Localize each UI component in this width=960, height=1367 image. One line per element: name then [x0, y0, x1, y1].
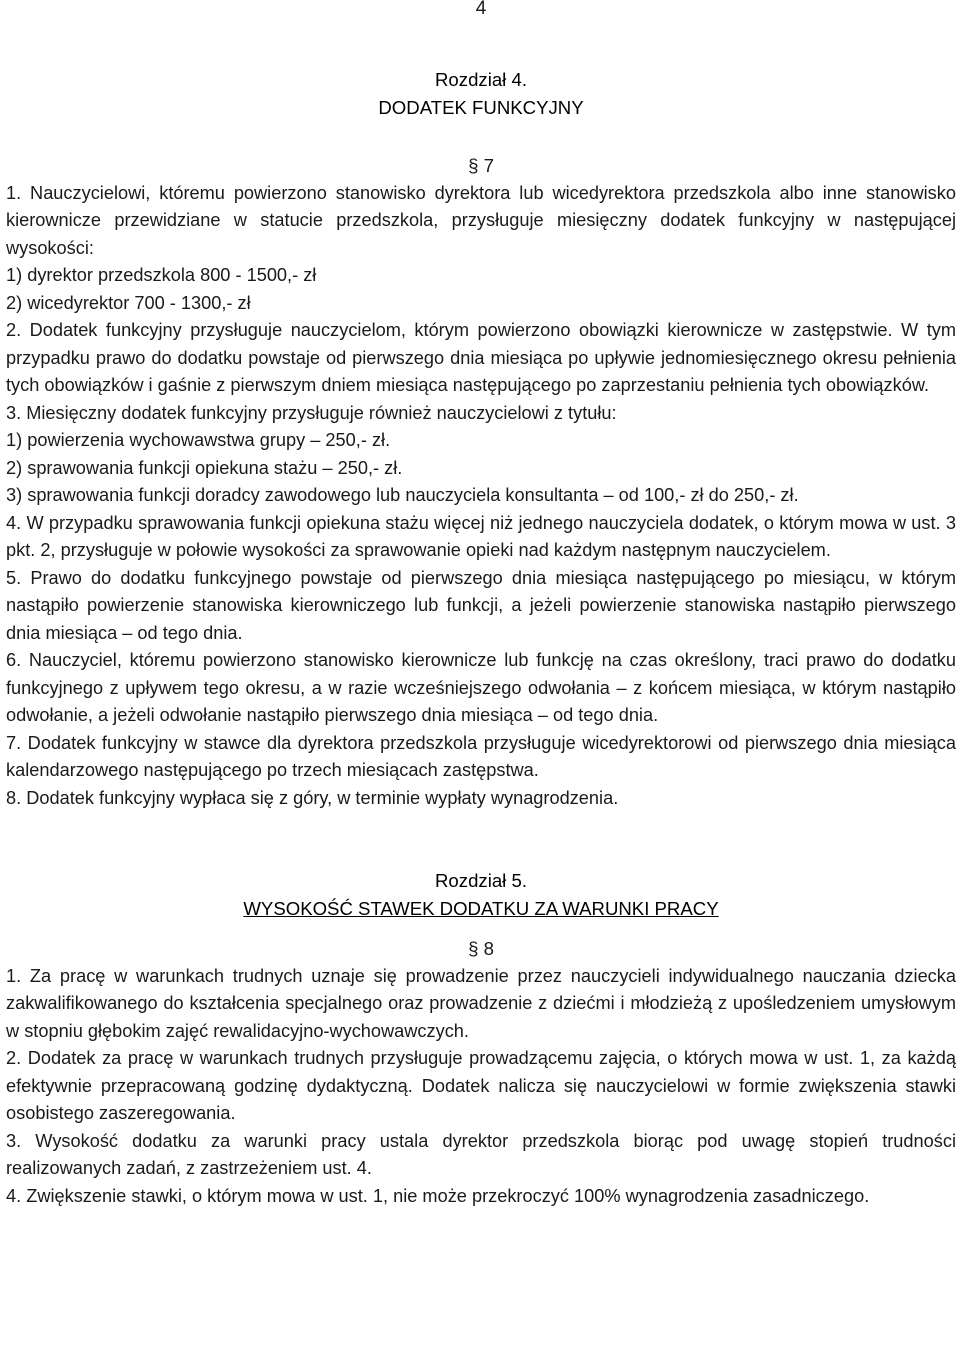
paragraph-7-3-3: 3) sprawowania funkcji doradcy zawodowego lub nauczyciela konsultanta – od 100,- zł do 250,- zł. [6, 485, 799, 505]
section-8: § 8 [468, 938, 494, 959]
paragraph-7-3-1: 1) powierzenia wychowawstwa grupy – 250,- zł. [6, 430, 391, 450]
paragraph-8-1: 1. Za pracę w warunkach trudnych uznaje się prowadzenie przez nauczycieli indywidualnego nauczania dziecka zakwalifikowanego do kształcenia specjalnego oraz prowadzenie z dziećmi i młodzieżą z upośledzeniem umysłowym w stopniu głębokim zajęć rewalidacyjno-wychowawczych. [6, 965, 956, 1041]
chapter-4 [6, 66, 956, 812]
document-body [6, 66, 956, 1210]
paragraph-7-2: 2. Dodatek funkcyjny przysługuje nauczycielom, którym powierzono obowiązki kierownicze w zastępstwie. W tym przypadku prawo do dodatku powstaje od pierwszego dnia miesiąca po upływie jednomiesięcznego okresu pełnienia tych obowiązków i gaśnie z pierwszym dniem miesiąca następującego po zaprzestaniu pełnienia tych obowiązków. [6, 320, 956, 395]
chapter-5-heading: WYSOKOŚĆ STAWEK DODATKU ZA WARUNKI PRACY [243, 898, 719, 919]
paragraph-7-4: 4. W przypadku sprawowania funkcji opiekuna stażu więcej niż jednego nauczyciela dodatek, o którym mowa w ust. 3 pkt. 2, przysługuje w połowie wysokości za sprawowanie opieki nad każdym następnym nauczycielem. [6, 512, 956, 560]
paragraph-7-3-2: 2) sprawowania funkcji opiekuna stażu – 250,- zł. [6, 457, 403, 478]
paragraph-8-3: 3. Wysokość dodatku za warunki pracy ustala dyrektor przedszkola biorąc pod uwagę stopień trudności realizowanych zadań, z zastrzeżeniem ust. 4. [6, 1130, 956, 1178]
chapter-4-heading: DODATEK FUNKCYJNY [378, 97, 584, 118]
paragraph-7-8: 8. Dodatek funkcyjny wypłaca się z góry, w terminie wypłaty wynagrodzenia. [6, 787, 619, 808]
paragraph-7-6: 6. Nauczyciel, któremu powierzono stanowisko kierownicze lub funkcję na czas określony, traci prawo do dodatku funkcyjnego z upływem tego okresu, a w razie wcześniejszego odwołania – z końcem miesiąca, w którym nastąpiło odwołanie, a jeżeli odwołanie nastąpiło pierwszego dnia miesiąca – od tego dnia. [6, 650, 956, 725]
paragraph-8-2: 2. Dodatek za pracę w warunkach trudnych przysługuje prowadzącemu zajęcia, o których mowa w ust. 1, za każdą efektywnie przepracowaną godzinę dydaktyczną. Dodatek nalicza się nauczycielowi w formie zwiększenia stawki osobistego zaszeregowania. [6, 1048, 956, 1123]
chapter-5-title: Rozdział 5. [435, 870, 527, 891]
section-7: § 7 [468, 155, 494, 176]
paragraph-7-7: 7. Dodatek funkcyjny w stawce dla dyrektora przedszkola przysługuje wicedyrektorowi od pierwszego dnia miesiąca kalendarzowego następującego po trzech miesiącach zastępstwa. [6, 732, 956, 780]
paragraph-8-4: 4. Zwiększenie stawki, o którym mowa w ust. 1, nie może przekroczyć 100% wynagrodzenia zasadniczego. [6, 1185, 870, 1206]
chapter-5 [6, 867, 956, 1210]
paragraph-7-3: 3. Miesięczny dodatek funkcyjny przysługuje również nauczycielowi z tytułu: [6, 402, 617, 423]
paragraph-7-1: 1. Nauczycielowi, któremu powierzono stanowisko dyrektora lub wicedyrektora przedszkola albo inne stanowisko kierownicze przewidziane w statucie przedszkola, przysługuje miesięczny dodatek funkcyjny w następującej wysokości: [6, 182, 956, 258]
paragraph-7-5: 5. Prawo do dodatku funkcyjnego powstaje od pierwszego dnia miesiąca następującego po miesiącu, w którym nastąpiło powierzenie stanowiska kierowniczego lub funkcji, a jeżeli powierzenie stanowiska nastąpiło pierwszego dnia miesiąca – od tego dnia. [6, 567, 956, 643]
paragraph-7-1-1: 1) dyrektor przedszkola 800 - 1500,- zł [6, 265, 317, 285]
paragraph-7-1-2: 2) wicedyrektor 700 - 1300,- zł [6, 292, 251, 313]
page-number: 4 [475, 0, 487, 19]
chapter-4-title: Rozdział 4. [435, 69, 527, 90]
